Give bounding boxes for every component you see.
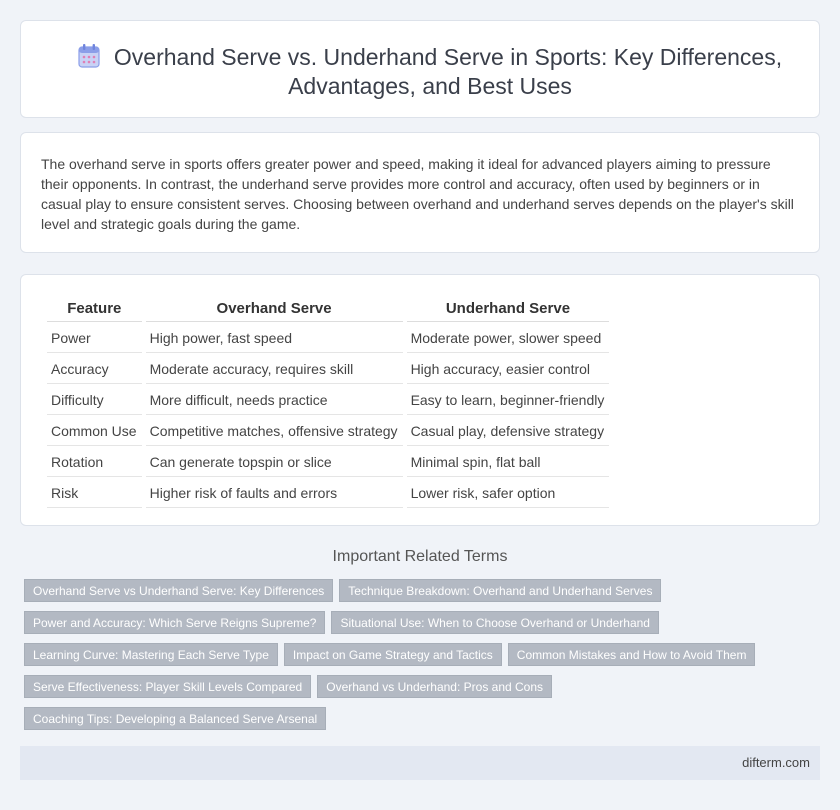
related-term-tag[interactable]: Situational Use: When to Choose Overhand or Underhand xyxy=(331,611,659,634)
row-underhand: Easy to learn, beginner-friendly xyxy=(407,386,610,415)
row-underhand: Moderate power, slower speed xyxy=(407,324,610,353)
row-feature: Rotation xyxy=(47,448,142,477)
related-terms-list xyxy=(24,579,784,730)
table-row xyxy=(47,448,609,477)
related-term-tag[interactable]: Coaching Tips: Developing a Balanced Serve Arsenal xyxy=(24,707,326,730)
comparison-table-card xyxy=(20,274,820,526)
footer-site-link[interactable]: difterm.com xyxy=(742,755,810,770)
row-underhand: Lower risk, safer option xyxy=(407,479,610,508)
row-overhand: Can generate topspin or slice xyxy=(146,448,403,477)
related-term-tag[interactable]: Impact on Game Strategy and Tactics xyxy=(284,643,502,666)
related-term-tag[interactable]: Overhand vs Underhand: Pros and Cons xyxy=(317,675,552,698)
related-term-tag[interactable]: Serve Effectiveness: Player Skill Levels Compared xyxy=(24,675,311,698)
table-row xyxy=(47,479,609,508)
header-overhand: Overhand Serve xyxy=(146,297,403,322)
row-feature: Risk xyxy=(47,479,142,508)
title-wrap xyxy=(61,43,799,101)
related-term-tag[interactable]: Technique Breakdown: Overhand and Underhand Serves xyxy=(339,579,661,602)
row-overhand: More difficult, needs practice xyxy=(146,386,403,415)
row-feature: Difficulty xyxy=(47,386,142,415)
intro-card xyxy=(20,132,820,253)
row-underhand: Minimal spin, flat ball xyxy=(407,448,610,477)
comparison-table xyxy=(43,295,613,510)
table-row xyxy=(47,355,609,384)
table-header-row xyxy=(47,297,609,322)
table-row xyxy=(47,417,609,446)
row-feature: Common Use xyxy=(47,417,142,446)
related-term-tag[interactable]: Common Mistakes and How to Avoid Them xyxy=(508,643,756,666)
row-feature: Power xyxy=(47,324,142,353)
intro-paragraph: The overhand serve in sports offers greater power and speed, making it ideal for advanced players aiming to pressure their opponents. In contrast, the underhand serve provides more control and accuracy, often used by beginners or in casual play to ensure consistent serves. Choosing between overhand and underhand serves depends on the player's skill level and strategic goals during the game. xyxy=(41,156,794,232)
header-card xyxy=(20,20,820,118)
related-term-tag[interactable]: Learning Curve: Mastering Each Serve Type xyxy=(24,643,278,666)
table-row xyxy=(47,324,609,353)
footer xyxy=(20,746,820,780)
row-overhand: Higher risk of faults and errors xyxy=(146,479,403,508)
header-feature: Feature xyxy=(47,297,142,322)
row-overhand: High power, fast speed xyxy=(146,324,403,353)
row-feature: Accuracy xyxy=(47,355,142,384)
row-underhand: Casual play, defensive strategy xyxy=(407,417,610,446)
calendar-icon xyxy=(78,44,100,68)
table-row xyxy=(47,386,609,415)
related-terms-heading: Important Related Terms xyxy=(332,548,508,565)
related-term-tag[interactable]: Overhand Serve vs Underhand Serve: Key Differences xyxy=(24,579,333,602)
row-overhand: Competitive matches, offensive strategy xyxy=(146,417,403,446)
row-underhand: High accuracy, easier control xyxy=(407,355,610,384)
related-term-tag[interactable]: Power and Accuracy: Which Serve Reigns Supreme? xyxy=(24,611,325,634)
row-overhand: Moderate accuracy, requires skill xyxy=(146,355,403,384)
page-title: Overhand Serve vs. Underhand Serve in Sports: Key Differences, Advantages, and Best Uses xyxy=(113,44,783,99)
header-underhand: Underhand Serve xyxy=(407,297,610,322)
